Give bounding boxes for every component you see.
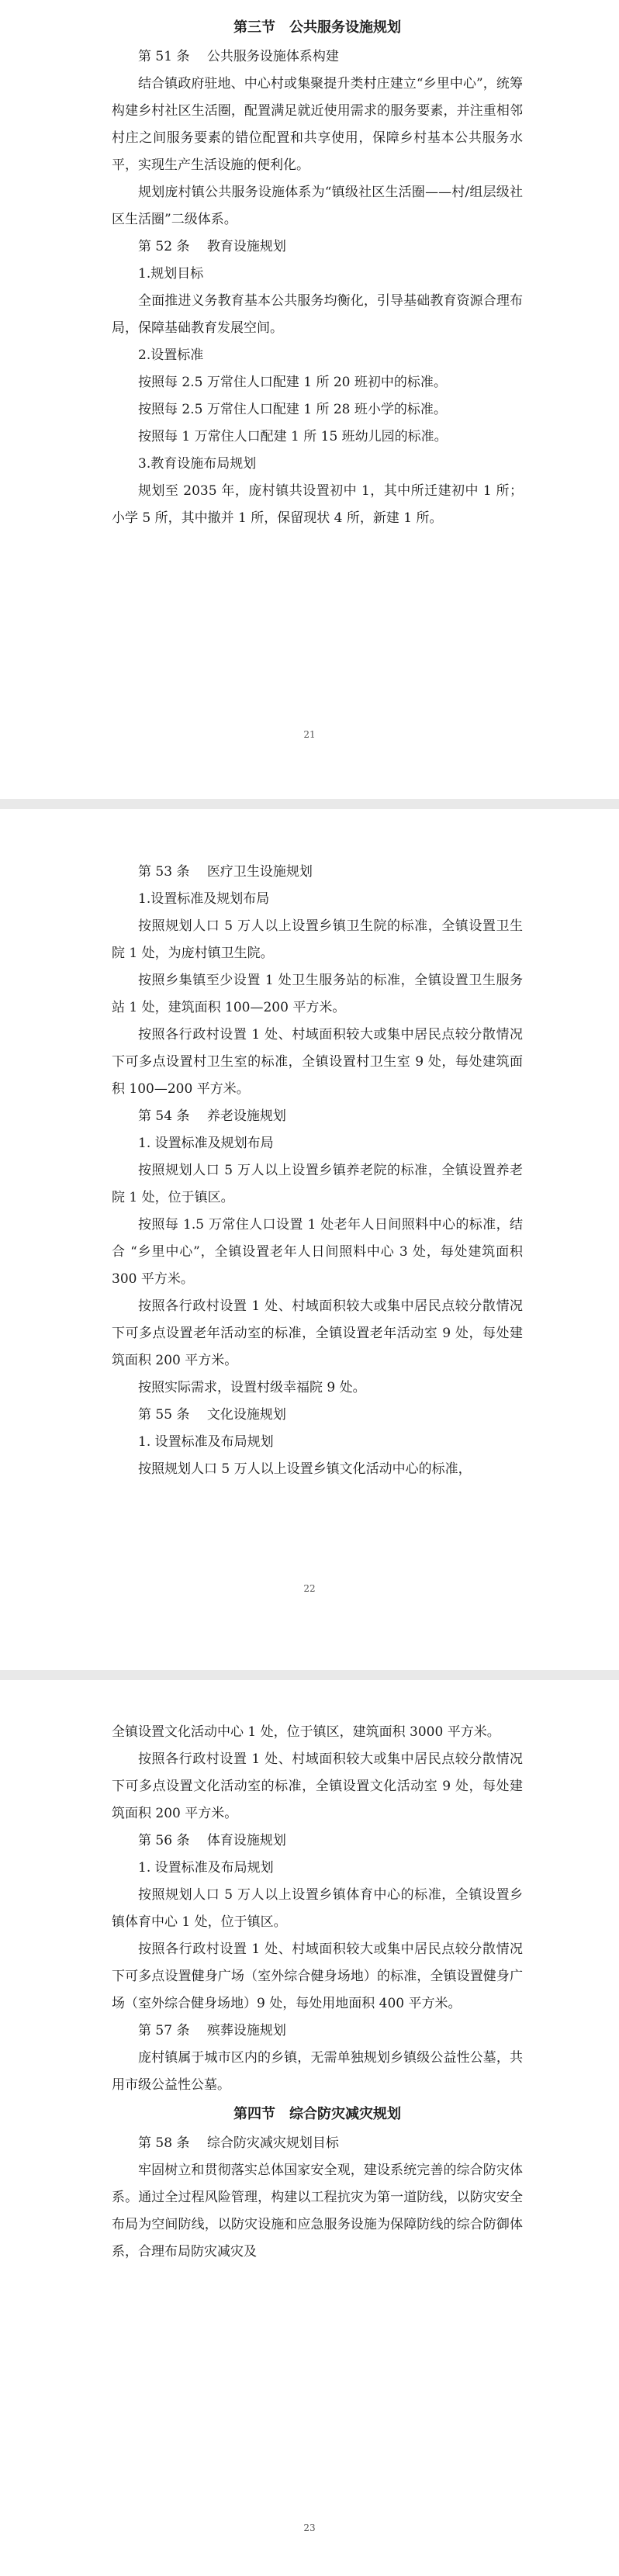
page-content: [112, 1719, 523, 2266]
page-number: 21: [303, 729, 316, 740]
paragraph: 按照规划人口 5 万人以上设置乡镇文化活动中心的标准，: [138, 1461, 472, 1477]
paragraph: 1. 设置标准及布局规划: [138, 1860, 274, 1876]
page-number: 23: [303, 2522, 316, 2533]
paragraph: 结合镇政府驻地、中心村或集聚提升类村庄建立“乡里中心”，统筹构建乡村社区生活圈，配置满足就近使用需求的服务要素，并注重相邻村庄之间服务要素的错位配置和共享使用，保障乡村基本公共服务水平，实现生产生活设施的便利化。: [112, 76, 523, 173]
section-title: 第四节 综合防灾减灾规划: [233, 2106, 401, 2122]
paragraph: 按照每 2.5 万常住人口配建 1 所 20 班初中的标准。: [138, 375, 447, 390]
article-heading: 第 51 条 公共服务设施体系构建: [138, 49, 339, 64]
paragraph: 按照规划人口 5 万人以上设置乡镇养老院的标准，全镇设置养老院 1 处，位于镇区。: [112, 1163, 523, 1205]
paragraph: 按照乡集镇至少设置 1 处卫生服务站的标准，全镇设置卫生服务站 1 处，建筑面积 100—200 平方米。: [112, 973, 523, 1015]
article-heading: 第 55 条 文化设施规划: [138, 1407, 286, 1423]
document-page-1: [0, 0, 619, 799]
paragraph: 3.教育设施布局规划: [138, 456, 257, 472]
article-heading: 第 56 条 体育设施规划: [138, 1833, 286, 1848]
paragraph: 按照各行政村设置 1 处、村域面积较大或集中居民点较分散情况下可多点设置文化活动室的标准，全镇设置文化活动室 9 处，每处建筑面积 200 平方米。: [112, 1751, 523, 1821]
paragraph: 规划庞村镇公共服务设施体系为“镇级社区生活圈——村/组层级社区生活圈”二级体系。: [112, 185, 523, 227]
paragraph: 按照每 1 万常住人口配建 1 所 15 班幼儿园的标准。: [138, 429, 448, 444]
paragraph: 牢固树立和贯彻落实总体国家安全观，建设系统完善的综合防灾体系。通过全过程风险管理，构建以工程抗灾为第一道防线，以防灾安全布局为空间防线，以防灾设施和应急服务设施为保障防线的综合防御体系，合理布局防灾减灾及: [112, 2163, 523, 2260]
paragraph: 1. 设置标准及布局规划: [138, 1434, 274, 1450]
paragraph: 按照每 2.5 万常住人口配建 1 所 28 班小学的标准。: [138, 402, 447, 417]
page-number: 22: [303, 1583, 316, 1594]
paragraph: 按照各行政村设置 1 处、村域面积较大或集中居民点较分散情况下可多点设置村卫生室的标准，全镇设置村卫生室 9 处，每处建筑面积 100—200 平方米。: [112, 1027, 523, 1097]
article-heading: 第 54 条 养老设施规划: [138, 1108, 286, 1124]
paragraph: 按照每 1.5 万常住人口设置 1 处老年人日间照料中心的标准，结合 “乡里中心”，全镇设置老年人日间照料中心 3 处，每处建筑面积 300 平方米。: [112, 1217, 523, 1287]
paragraph: 按照各行政村设置 1 处、村域面积较大或集中居民点较分散情况下可多点设置健身广场（室外综合健身场地）的标准，全镇设置健身广场（室外综合健身场地）9 处，每处用地面积 400 平方米。: [112, 1942, 523, 2011]
paragraph: 按照实际需求，设置村级幸福院 9 处。: [138, 1380, 366, 1395]
paragraph: 按照各行政村设置 1 处、村域面积较大或集中居民点较分散情况下可多点设置老年活动室的标准，全镇设置老年活动室 9 处，每处建筑面积 200 平方米。: [112, 1298, 523, 1368]
article-heading: 第 58 条 综合防灾减灾规划目标: [138, 2135, 339, 2151]
paragraph: 按照规划人口 5 万人以上设置乡镇卫生院的标准，全镇设置卫生院 1 处，为庞村镇卫生院。: [112, 918, 523, 961]
article-heading: 第 53 条 医疗卫生设施规划: [138, 864, 313, 880]
paragraph: 规划至 2035 年，庞村镇共设置初中 1，其中所迁建初中 1 所；小学 5 所，其中撤并 1 所，保留现状 4 所，新建 1 所。: [112, 483, 523, 526]
article-heading: 第 52 条 教育设施规划: [138, 239, 286, 254]
document-page-2: [0, 809, 619, 1670]
section-title: 第三节 公共服务设施规划: [233, 19, 401, 36]
paragraph: 1.规划目标: [138, 266, 204, 282]
document-page-3: [0, 1680, 619, 2576]
paragraph: 2.设置标准: [138, 348, 204, 363]
paragraph: 1. 设置标准及规划布局: [138, 1136, 274, 1151]
paragraph: 全镇设置文化活动中心 1 处，位于镇区，建筑面积 3000 平方米。: [112, 1724, 500, 1740]
paragraph: 1.设置标准及规划布局: [138, 891, 270, 907]
paragraph: 按照规划人口 5 万人以上设置乡镇体育中心的标准，全镇设置乡镇体育中心 1 处，位于镇区。: [112, 1887, 523, 1930]
article-heading: 第 57 条 殡葬设施规划: [138, 2023, 286, 2038]
paragraph: 庞村镇属于城市区内的乡镇，无需单独规划乡镇级公益性公墓，共用市级公益性公墓。: [112, 2050, 523, 2093]
page-content: [112, 12, 523, 532]
paragraph: 全面推进义务教育基本公共服务均衡化，引导基础教育资源合理布局，保障基础教育发展空间。: [112, 293, 523, 336]
page-content: [112, 859, 523, 1483]
